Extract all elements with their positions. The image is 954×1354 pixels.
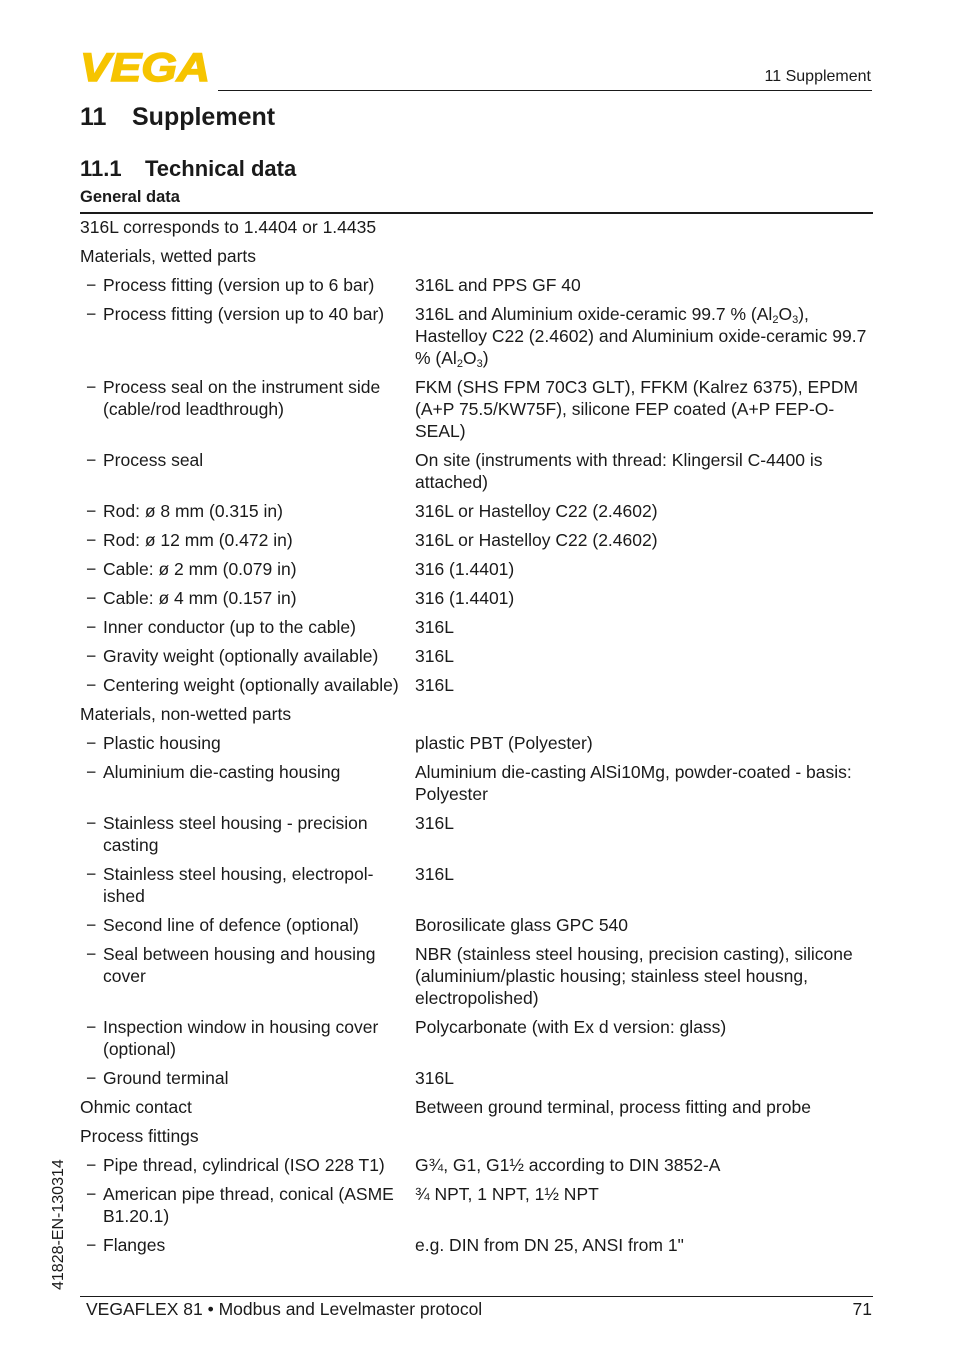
- row-label: [80, 1234, 415, 1256]
- footer-rule: [80, 1296, 873, 1297]
- chapter-title-text: Supplement: [132, 103, 276, 131]
- row-value: 316L: [415, 1068, 454, 1088]
- list-dash: −: [86, 304, 97, 324]
- row-value: On site (instruments with thread: Klingersil C-4400 is attached): [415, 450, 823, 492]
- table-row: [80, 447, 873, 498]
- list-dash: −: [86, 588, 97, 608]
- row-label-text: Cable: ø 2 mm (0.079 in): [103, 559, 297, 579]
- list-dash: −: [86, 864, 97, 884]
- list-dash: −: [86, 1155, 97, 1175]
- document-code: 41828-EN-130314: [50, 1159, 67, 1290]
- value-segment: ): [482, 348, 489, 368]
- table-row: [80, 912, 873, 941]
- row-label: [80, 761, 415, 805]
- row-label-text: Process fitting (version up to 6 bar): [103, 275, 375, 295]
- list-dash: −: [86, 377, 97, 397]
- row-value: 316L or Hastelloy C22 (2.4602): [415, 501, 658, 521]
- row-label-text: Inner conductor (up to the cable): [103, 617, 356, 637]
- footer-product: VEGAFLEX 81 • Modbus and Levelmaster protocol: [86, 1299, 483, 1319]
- table-row: [80, 527, 873, 556]
- table-row: [80, 374, 873, 447]
- row-value: [415, 1125, 873, 1147]
- row-label-text: Centering weight (optionally available): [103, 675, 399, 695]
- subscript: 2: [456, 358, 463, 370]
- row-value: [415, 703, 873, 725]
- row-label: [80, 274, 415, 296]
- row-label: [80, 1016, 415, 1060]
- row-label: [80, 943, 415, 1009]
- table-row: [80, 861, 873, 912]
- row-label-text: Stainless steel housing - precision casting: [103, 813, 368, 855]
- row-label: [80, 616, 415, 638]
- row-label-text: Rod: ø 8 mm (0.315 in): [103, 501, 283, 521]
- row-label: [80, 587, 415, 609]
- svg-text:VEGA: VEGA: [80, 50, 210, 84]
- list-dash: −: [86, 762, 97, 782]
- row-label: [80, 529, 415, 551]
- list-dash: −: [86, 915, 97, 935]
- group-title: General data: [80, 188, 180, 206]
- row-value: [415, 303, 873, 369]
- row-label-text: Aluminium die-casting housing: [103, 762, 341, 782]
- table-row: [80, 1152, 873, 1181]
- row-label-text: Process fitting (version up to 40 bar): [103, 304, 385, 324]
- row-label: [80, 914, 415, 936]
- row-label-text: Stainless steel housing, electropol-ished: [103, 864, 374, 906]
- row-label-text: Second line of defence (optional): [103, 915, 359, 935]
- row-value: [415, 245, 873, 267]
- subscript: 3: [476, 358, 483, 370]
- row-label-text: Rod: ø 12 mm (0.472 in): [103, 530, 293, 550]
- list-dash: −: [86, 733, 97, 753]
- table-row: [80, 701, 873, 730]
- row-label-text: Plastic housing: [103, 733, 221, 753]
- value-segment: 316L and Aluminium oxide-ceramic 99.7 % (Al: [415, 304, 773, 324]
- table-row: [80, 672, 873, 701]
- row-label: [80, 500, 415, 522]
- technical-data-table: [80, 214, 873, 1261]
- list-dash: −: [86, 501, 97, 521]
- row-label: [80, 1183, 415, 1227]
- table-row: [80, 585, 873, 614]
- header-rule: [218, 90, 872, 91]
- row-value: Borosilicate glass GPC 540: [415, 915, 629, 935]
- table-row: [80, 759, 873, 810]
- row-value: G¾, G1, G1½ according to DIN 3852-A: [415, 1155, 721, 1175]
- chapter-title: [80, 103, 275, 132]
- table-row: [80, 1181, 873, 1232]
- row-value: Aluminium die-casting AlSi10Mg, powder-coated - basis: Polyester: [415, 762, 852, 804]
- row-value: 316L: [415, 675, 454, 695]
- row-label: [80, 449, 415, 493]
- row-label: [80, 863, 415, 907]
- row-label-text: Process fittings: [80, 1126, 199, 1146]
- row-value: 316L and PPS GF 40: [415, 275, 581, 295]
- list-dash: −: [86, 675, 97, 695]
- value-segment: ), Hastelloy C22 (2.4602) and Aluminium oxide-ceramic 99.7 % (Al: [415, 304, 867, 368]
- row-label-text: Inspection window in housing cover (optional): [103, 1017, 379, 1059]
- row-label-text: Cable: ø 4 mm (0.157 in): [103, 588, 297, 608]
- table-row: [80, 1014, 873, 1065]
- row-label-text: Process seal on the instrument side (cable/rod leadthrough): [103, 377, 381, 419]
- row-label-text: Gravity weight (optionally available): [103, 646, 379, 666]
- table-row: [80, 730, 873, 759]
- row-label: [80, 1154, 415, 1176]
- vega-logo: [80, 50, 212, 84]
- value-segment: O: [462, 348, 477, 368]
- list-dash: −: [86, 1235, 97, 1255]
- row-label-text: Materials, wetted parts: [80, 246, 257, 266]
- row-label: [80, 303, 415, 369]
- table-row: [80, 643, 873, 672]
- list-dash: −: [86, 944, 97, 964]
- chapter-number: 11: [80, 103, 107, 131]
- row-label: [80, 1096, 415, 1118]
- row-label: [80, 674, 415, 696]
- row-label-text: American pipe thread, conical (ASME B1.20.1): [103, 1184, 394, 1226]
- row-value: 316L: [415, 813, 454, 833]
- list-dash: −: [86, 1184, 97, 1204]
- row-value: Between ground terminal, process fitting and probe: [415, 1097, 811, 1117]
- row-label: [80, 732, 415, 754]
- page-number: 71: [852, 1299, 872, 1319]
- list-dash: −: [86, 559, 97, 579]
- row-value: Polycarbonate (with Ex d version: glass): [415, 1017, 727, 1037]
- row-label: [80, 216, 415, 238]
- table-row: [80, 214, 873, 243]
- table-row: [80, 272, 873, 301]
- section-title-text: Technical data: [145, 156, 297, 181]
- row-value: [415, 216, 873, 238]
- row-value: ¾ NPT, 1 NPT, 1½ NPT: [415, 1184, 599, 1204]
- table-row: [80, 1232, 873, 1261]
- row-value: e.g. DIN from DN 25, ANSI from 1": [415, 1235, 684, 1255]
- row-value: 316L or Hastelloy C22 (2.4602): [415, 530, 658, 550]
- list-dash: −: [86, 530, 97, 550]
- row-label: [80, 1067, 415, 1089]
- subscript: 2: [772, 314, 779, 326]
- row-label: [80, 558, 415, 580]
- list-dash: −: [86, 1068, 97, 1088]
- row-label: [80, 245, 415, 267]
- row-label: [80, 812, 415, 856]
- row-label-text: Materials, non-wetted parts: [80, 704, 292, 724]
- row-label: [80, 645, 415, 667]
- table-row: [80, 1065, 873, 1094]
- table-row: [80, 498, 873, 527]
- row-value: NBR (stainless steel housing, precision casting), silicone (aluminium/plastic housing; stainless steel housng, electropolished): [415, 944, 853, 1008]
- table-row: [80, 614, 873, 643]
- list-dash: −: [86, 450, 97, 470]
- row-value: 316L: [415, 864, 454, 884]
- row-label: [80, 703, 415, 725]
- list-dash: −: [86, 275, 97, 295]
- row-label-text: Ohmic contact: [80, 1097, 192, 1117]
- table-row: [80, 1094, 873, 1123]
- row-value: 316 (1.4401): [415, 559, 515, 579]
- section-title: [80, 156, 296, 182]
- value-segment: O: [778, 304, 793, 324]
- list-dash: −: [86, 617, 97, 637]
- row-label-text: Pipe thread, cylindrical (ISO 228 T1): [103, 1155, 385, 1175]
- section-number: 11.1: [80, 156, 122, 181]
- table-row: [80, 941, 873, 1014]
- row-value: 316 (1.4401): [415, 588, 515, 608]
- row-value: 316L: [415, 646, 454, 666]
- list-dash: −: [86, 1017, 97, 1037]
- row-label-text: Flanges: [103, 1235, 166, 1255]
- row-label-text: Process seal: [103, 450, 204, 470]
- row-label: [80, 376, 415, 442]
- table-row: [80, 243, 873, 272]
- row-value: 316L: [415, 617, 454, 637]
- table-row: [80, 1123, 873, 1152]
- row-label-text: 316L corresponds to 1.4404 or 1.4435: [80, 217, 377, 237]
- row-value: plastic PBT (Polyester): [415, 733, 593, 753]
- row-label-text: Ground terminal: [103, 1068, 229, 1088]
- table-row: [80, 556, 873, 585]
- running-header: 11 Supplement: [764, 68, 871, 85]
- table-row: [80, 301, 873, 374]
- row-label-text: Seal between housing and housing cover: [103, 944, 376, 986]
- table-row: [80, 810, 873, 861]
- row-label: [80, 1125, 415, 1147]
- list-dash: −: [86, 646, 97, 666]
- list-dash: −: [86, 813, 97, 833]
- subscript: 3: [792, 314, 799, 326]
- row-value: FKM (SHS FPM 70C3 GLT), FFKM (Kalrez 6375), EPDM (A+P 75.5/KW75F), silicone FEP coated (A+P FEP-O-SEAL): [415, 377, 859, 441]
